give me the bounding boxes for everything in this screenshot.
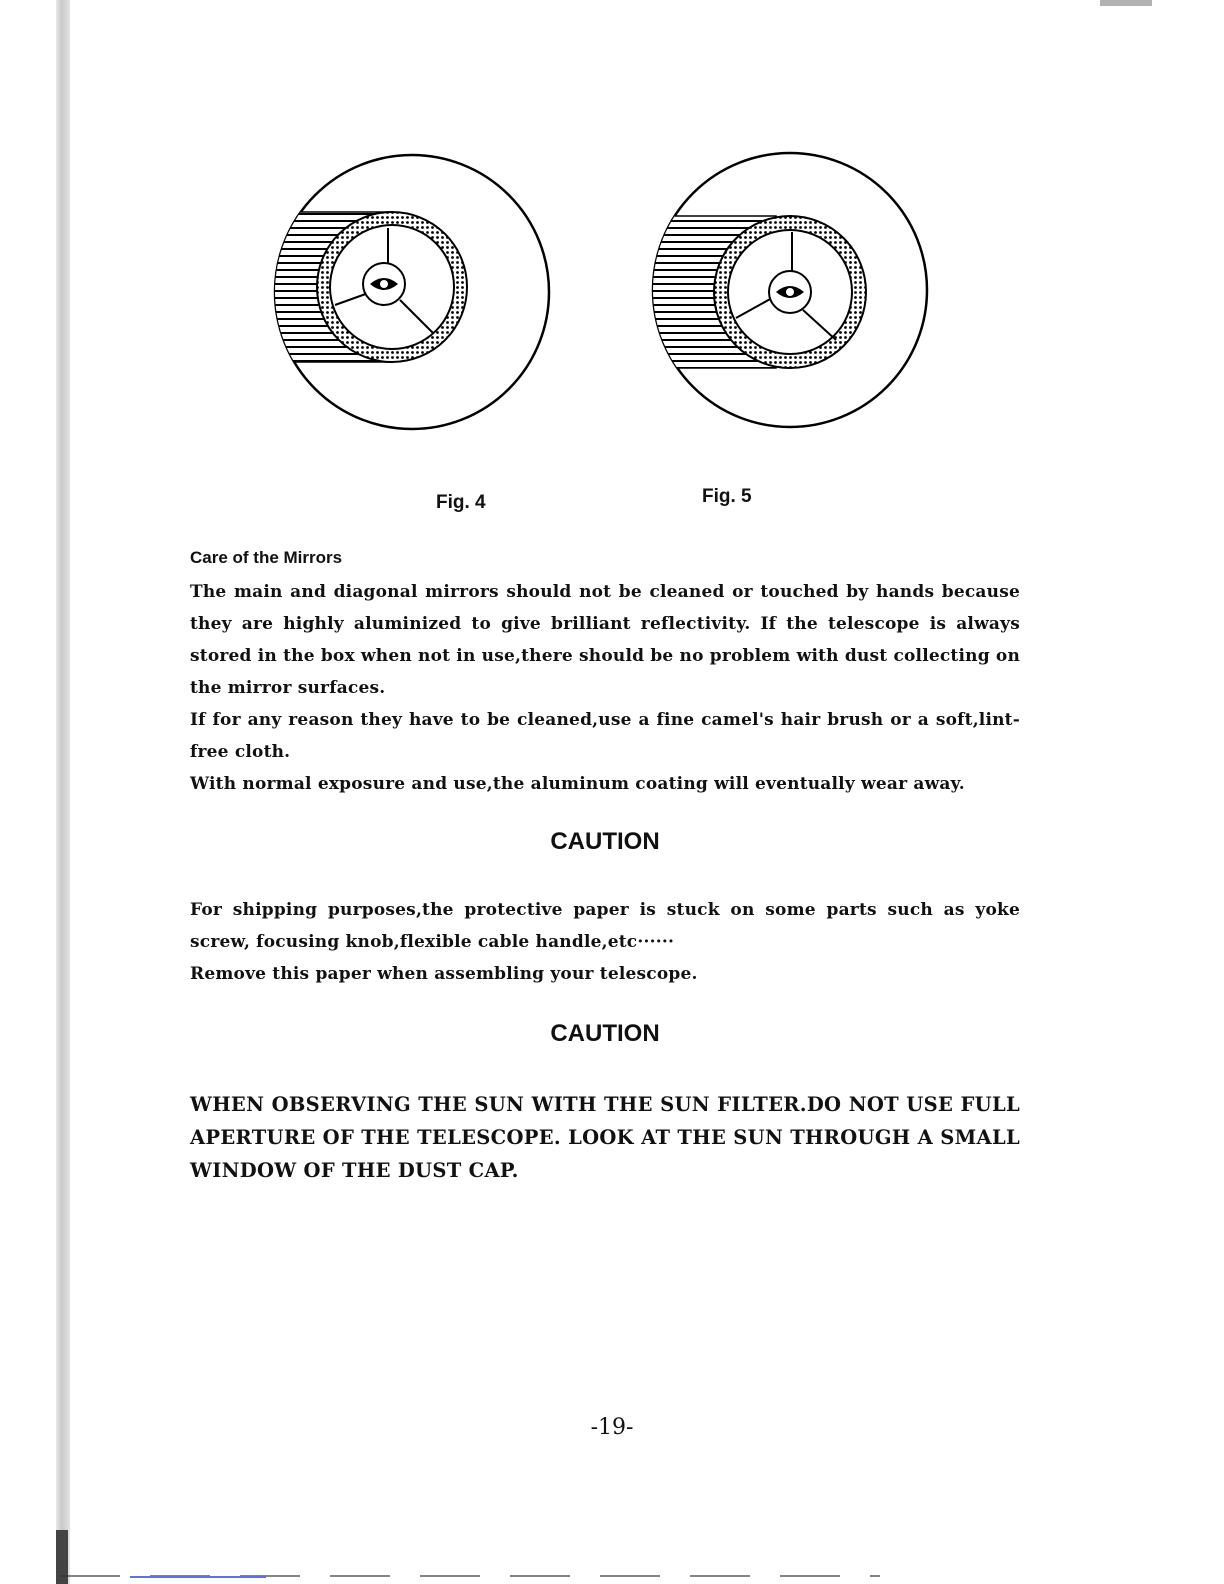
caution-heading: CAUTION	[550, 828, 660, 855]
section-title-care: Care of the Mirrors	[190, 548, 343, 567]
care-paragraph: If for any reason they have to be cleaned,use a fine camel's hair brush or a soft,lint-free cloth.	[190, 710, 1020, 762]
page-number: -19-	[590, 1415, 634, 1440]
fig-4-label: Fig. 4	[436, 492, 486, 513]
caution-heading: CAUTION	[550, 1020, 660, 1047]
page-content	[190, 548, 1020, 1187]
figures	[0, 0, 1224, 530]
care-paragraph: The main and diagonal mirrors should not be cleaned or touched by hands because they are highly aluminized to give brilliant reflectivity. If the telescope is always stored in the box when not in use,there should be no problem with dust collecting on the mirror surfaces.	[190, 582, 1020, 698]
fig-5-diagram	[648, 150, 932, 434]
caution-paragraph: Remove this paper when assembling your telescope.	[190, 964, 698, 984]
caution-paragraph: For shipping purposes,the protective paper is stuck on some parts such as yoke screw, focusing knob,flexible cable handle,etc······	[190, 900, 1020, 952]
fig-4-diagram	[270, 150, 554, 434]
fig-5-label: Fig. 5	[702, 486, 752, 507]
scan-artifact	[130, 1576, 266, 1578]
care-paragraph: With normal exposure and use,the aluminum coating will eventually wear away.	[190, 774, 965, 794]
sun-warning: WHEN OBSERVING THE SUN WITH THE SUN FILTER.DO NOT USE FULL APERTURE OF THE TELESCOPE. LOOK AT THE SUN THROUGH A SMALL WINDOW OF THE DUST CAP.	[190, 1093, 1020, 1182]
